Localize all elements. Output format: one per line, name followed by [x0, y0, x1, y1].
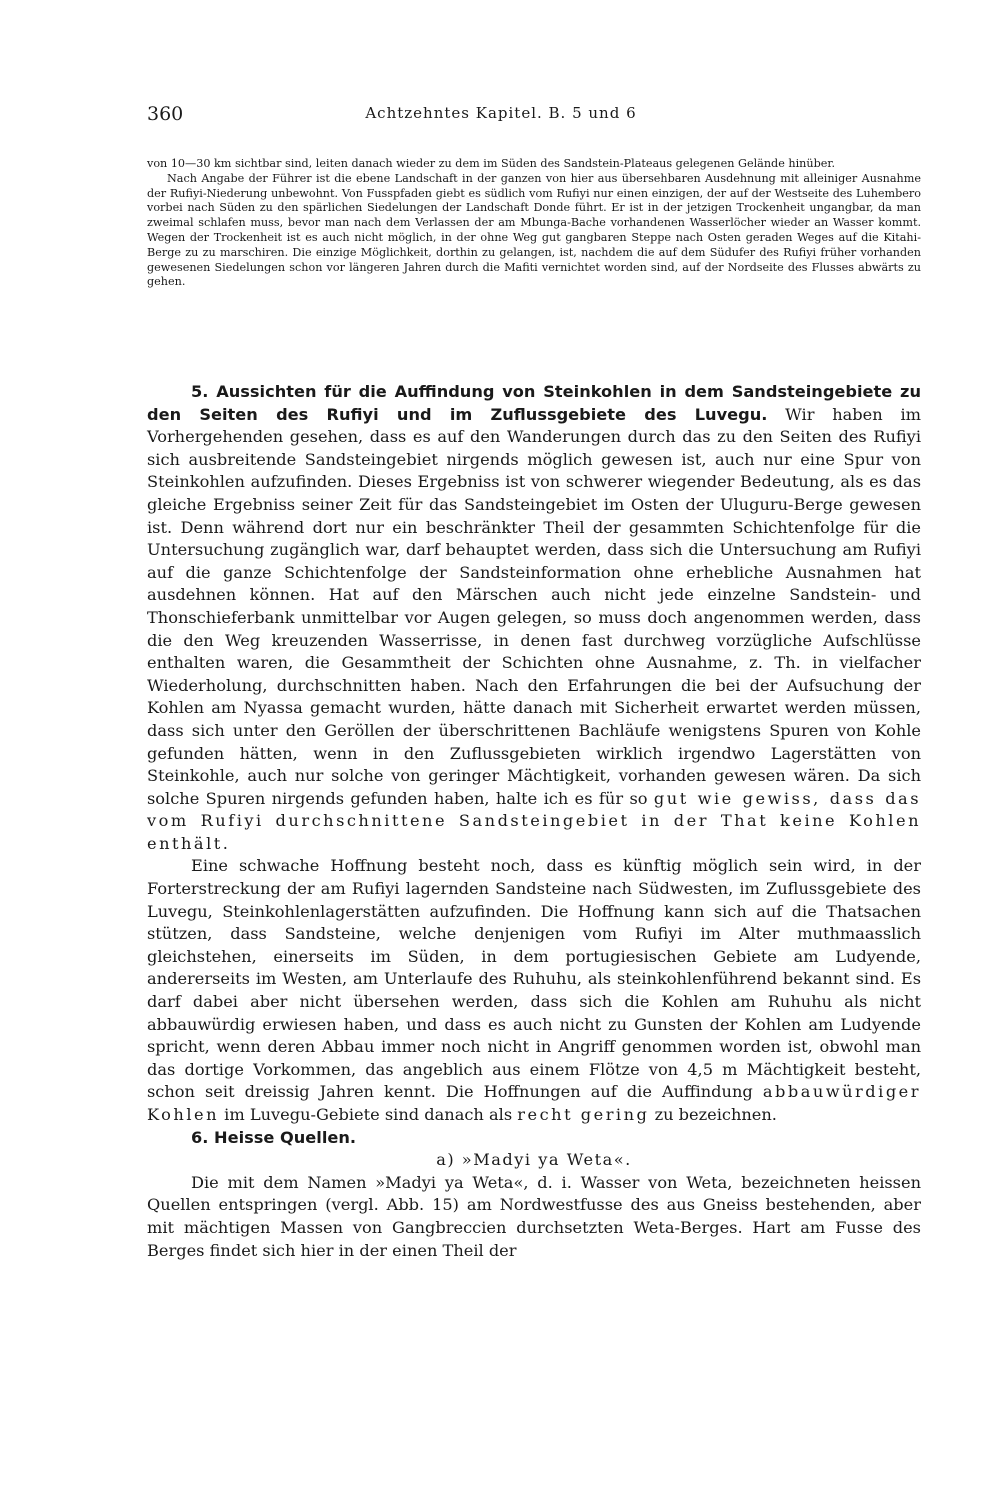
small-paragraph-1: von 10—30 km sichtbar sind, leiten danach wieder zu dem im Süden des Sandstein-Plateaus gelegenen Gelände hinüber. — [147, 157, 836, 170]
section-5-heading: 5. Aussichten für die Auffindung von Steinkohlen in dem Sandsteingebiete zu den Seiten des Rufiyi und im Zuflussgebiete des Luvegu. — [147, 382, 921, 424]
section-5-p2-spaced-1: abbauwürdiger Kohlen — [147, 1082, 922, 1124]
main-text — [147, 381, 921, 1262]
section-5-paragraph-1 — [147, 381, 921, 855]
page-header — [147, 103, 855, 127]
section-5-p2-end: zu bezeichnen. — [654, 1105, 777, 1124]
footnote-block — [147, 157, 921, 290]
running-head: Achtzehntes Kapitel. B. 5 und 6 — [365, 104, 637, 122]
section-5-p2-mid: im Luvegu-Gebiete sind danach als — [224, 1105, 513, 1124]
section-6-heading-line — [147, 1127, 921, 1150]
subsection-heading: a) »Madyi ya Weta«. — [436, 1150, 632, 1170]
section-6-heading: 6. Heisse Quellen. — [191, 1127, 357, 1147]
page-number: 360 — [147, 103, 184, 125]
section-5-text: Wir haben im Vorhergehenden gesehen, dass es auf den Wanderungen durch das zu den Seiten des Rufiyi sich ausbreitende Sandsteingebiet nirgends möglich gewesen ist, auch nur eine Spur von Steinkohlen aufzufinden. Dieses Ergebniss ist von schwerer wiegender Bedeutung, als es das gleiche Ergebniss seiner Zeit für das Sandsteingebiet im Osten der Uluguru-Berge gewesen ist. Denn während dort nur ein beschränkter Theil der gesammten Schichtenfolge für die Untersuchung zugänglich war, darf behauptet werden, dass sich die Untersuchung am Rufiyi auf die ganze Schichtenfolge der Sandsteinformation ohne erhebliche Ausnahmen hat ausdehnen können. Hat auf den Märschen auch nicht jede einzelne Sandstein- und Thonschieferbank unmittelbar vor Augen gelegen, so muss doch angenommen werden, dass die den Weg kreuzenden Wasserrisse, in denen fast durchweg vorzügliche Aufschlüsse enthalten waren, die Gesammtheit der Schichten ohne Ausnahme, z. Th. in vielfacher Wiederholung, durchschnitten haben. Nach den Erfahrungen die bei der Aufsuchung der Kohlen am Nyassa gemacht wurden, hätte danach mit Sicherheit erwartet werden müssen, dass sich unter den Geröllen der überschrittenen Bachläufe wenigstens Spuren von Kohle gefunden hätten, wenn in den Zuflussgebieten wirklich irgendwo Lagerstätten von Steinkohle, auch nur solche von geringer Mächtigkeit, vorhanden gewesen wären. Da sich solche Spuren nirgends gefunden haben, halte ich es für so — [147, 404, 921, 808]
section-5-p2-spaced-2: recht gering — [517, 1105, 650, 1124]
section-5-conclusion: gut wie gewiss, dass das vom Rufiyi durchschnittene Sandsteingebiet in der That keine Kohlen enthält. — [147, 788, 922, 853]
section-5-p2-text: Eine schwache Hoffnung besteht noch, dass es künftig möglich sein wird, in der Forterstreckung der am Rufiyi lagernden Sandsteine nach Südwesten, im Zuflussgebiete des Luvegu, Steinkohlenlagerstätten aufzufinden. Die Hoffnung kann sich auf die Thatsachen stützen, dass Sandsteine, welche denjenigen vom Rufiyi im Alter muthmaasslich gleichstehen, einerseits im Süden, in dem portugiesischen Gebiete am Ludyende, andererseits im Westen, am Unterlaufe des Ruhuhu, als steinkohlenführend bekannt sind. Es darf dabei aber nicht übersehen werden, dass sich die Kohlen am Ruhuhu als nicht abbauwürdig erwiesen haben, und dass es auch nicht zu Gunsten der Kohlen am Ludyende spricht, wenn deren Abbau immer noch nicht in Angriff genommen worden ist, obwohl man das dortige Vorkommen, das angeblich aus einem Flötze von 4,5 m Mächtigkeit besteht, schon seit dreissig Jahren kennt. Die Hoffnungen auf die Auffindung — [147, 856, 921, 1102]
section-6-paragraph-1: Die mit dem Namen »Madyi ya Weta«, d. i. Wasser von Weta, bezeichneten heissen Quellen entspringen (vergl. Abb. 15) am Nordwestfusse des aus Gneiss bestehenden, aber mit mächtigen Massen von Gangbreccien durchsetzten Weta-Berges. Hart am Fusse des Berges findet sich hier in der einen Theil der — [147, 1172, 921, 1260]
small-paragraph-2: Nach Angabe der Führer ist die ebene Landschaft in der ganzen von hier aus übersehbaren Ausdehnung mit alleiniger Ausnahme der Rufiyi-Niederung unbewohnt. Von Fusspfaden giebt es südlich vom Rufiyi nur einen einzigen, der auf der Westseite des Luhembero vorbei nach Süden zu den spärlichen Siedelungen der Landschaft Donde führt. Er ist in der jetzigen Trockenheit ungangbar, da man zweimal schlafen muss, bevor man nach dem Verlassen der am Mbunga-Bache vorhandenen Wasserlöcher wieder an Wasser kommt. Wegen der Trockenheit ist es auch nicht möglich, in der ohne Weg gut gangbaren Steppe nach Osten geraden Weges auf die Kitahi-Berge zu zu marschiren. Die einzige Möglichkeit, dorthin zu gelangen, ist, nachdem die auf dem Südufer des Rufiyi früher vorhanden gewesenen Siedelungen schon vor längeren Jahren durch die Mafiti vernichtet worden sind, auf der Nordseite des Flusses abwärts zu gehen. — [147, 171, 921, 289]
section-5-paragraph-2 — [147, 855, 921, 1126]
